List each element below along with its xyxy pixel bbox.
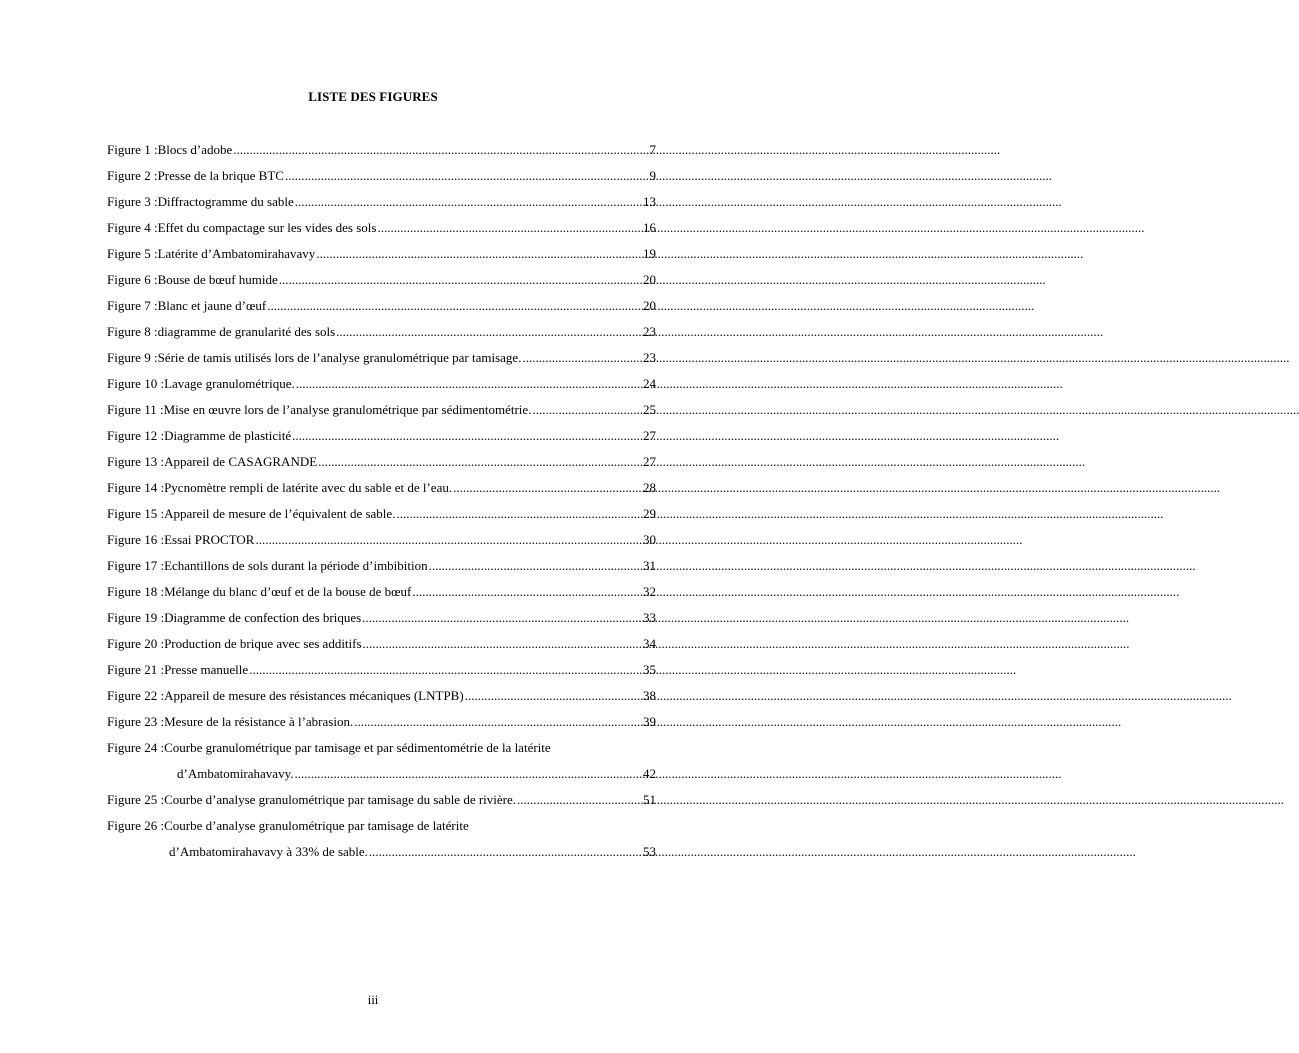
list-item[interactable] <box>107 635 656 652</box>
figure-title: Blanc et jaune d’œuf <box>157 298 267 313</box>
figure-page: 33 <box>643 610 656 625</box>
figure-title: Diffractogramme du sable <box>157 194 294 209</box>
figure-title: diagramme de granularité des sols <box>157 324 336 339</box>
figure-title: Diagramme de plasticité <box>164 428 292 443</box>
figure-page: 13 <box>643 194 656 209</box>
list-item[interactable] <box>107 349 656 366</box>
figure-title: Presse de la brique BTC <box>157 168 284 183</box>
figure-label: Figure 2 : <box>107 168 158 183</box>
figure-label: Figure 19 : <box>107 610 165 625</box>
page-title: LISTE DES FIGURES <box>308 89 438 104</box>
figure-label: Figure 25 : <box>107 792 165 807</box>
figure-title: Presse manuelle <box>164 662 249 677</box>
figure-title: Série de tamis utilisés lors de l’analyse granulométrique par tamisage. <box>157 350 522 365</box>
figure-title: Blocs d’adobe <box>157 142 233 157</box>
figure-title: Appareil de mesure des résistances mécaniques (LNTPB) <box>164 688 464 703</box>
figure-list <box>107 141 656 869</box>
list-item[interactable] <box>107 583 656 600</box>
figure-label: Figure 17 : <box>107 558 165 573</box>
figure-title: Latérite d’Ambatomirahavavy <box>157 246 316 261</box>
figure-page: 27 <box>643 454 656 469</box>
figure-page: 31 <box>643 558 656 573</box>
figure-page: 53 <box>643 844 656 859</box>
figure-title-continued: d’Ambatomirahavavy. <box>177 766 294 781</box>
figure-label: Figure 15 : <box>107 506 165 521</box>
list-item[interactable] <box>107 505 656 522</box>
list-item[interactable] <box>107 661 656 678</box>
figure-page: 19 <box>643 246 656 261</box>
list-item[interactable] <box>107 453 656 470</box>
figure-title: Courbe granulométrique par tamisage et par sédimentométrie de la latérite <box>164 740 551 755</box>
figure-label: Figure 16 : <box>107 532 165 547</box>
figure-page: 20 <box>643 298 656 313</box>
list-item[interactable] <box>107 297 656 314</box>
figure-page: 39 <box>643 714 656 729</box>
figure-label: Figure 10 : <box>107 376 165 391</box>
list-item[interactable] <box>107 817 656 860</box>
figure-label: Figure 21 : <box>107 662 165 677</box>
list-item[interactable] <box>107 557 656 574</box>
figure-page: 24 <box>643 376 656 391</box>
list-item[interactable] <box>107 739 656 782</box>
figure-label: Figure 6 : <box>107 272 158 287</box>
list-item[interactable] <box>107 713 656 730</box>
list-item[interactable] <box>107 401 656 418</box>
figure-title: Essai PROCTOR <box>164 532 255 547</box>
figure-page: 29 <box>643 506 656 521</box>
figure-title: Bouse de bœuf humide <box>157 272 278 287</box>
figure-page: 27 <box>643 428 656 443</box>
list-item[interactable] <box>107 193 656 210</box>
figure-title: Lavage granulométrique. <box>164 376 295 391</box>
figure-title: Diagramme de confection des briques <box>164 610 362 625</box>
list-item[interactable] <box>107 791 656 808</box>
figure-page: 35 <box>643 662 656 677</box>
list-item[interactable] <box>107 427 656 444</box>
figure-label: Figure 11 : <box>107 402 164 417</box>
figure-title-continued: d’Ambatomirahavavy à 33% de sable. <box>169 844 368 859</box>
figure-label: Figure 7 : <box>107 298 158 313</box>
list-item[interactable] <box>107 141 656 158</box>
figure-page: 16 <box>643 220 656 235</box>
figure-title: Courbe d’analyse granulométrique par tamisage du sable de rivière. <box>164 792 517 807</box>
list-item[interactable] <box>107 167 656 184</box>
figure-page: 28 <box>643 480 656 495</box>
list-item[interactable] <box>107 531 656 548</box>
figure-label: Figure 13 : <box>107 454 165 469</box>
figure-label: Figure 24 : <box>107 740 165 755</box>
list-item[interactable] <box>107 245 656 262</box>
figure-title: Mélange du blanc d’œuf et de la bouse de bœuf <box>164 584 412 599</box>
figure-label: Figure 12 : <box>107 428 165 443</box>
figure-label: Figure 9 : <box>107 350 158 365</box>
figure-title: Echantillons de sols durant la période d’imbibition <box>164 558 428 573</box>
figure-page: 30 <box>643 532 656 547</box>
figure-page: 20 <box>643 272 656 287</box>
figure-title: Effet du compactage sur les vides des sols <box>157 220 377 235</box>
figure-label: Figure 5 : <box>107 246 158 261</box>
figure-page: 51 <box>643 792 656 807</box>
figure-label: Figure 26 : <box>107 818 165 833</box>
page-number: iii <box>367 992 379 1007</box>
figure-title: Mise en œuvre lors de l’analyse granulométrique par sédimentométrie. <box>163 402 532 417</box>
figure-label: Figure 22 : <box>107 688 165 703</box>
figure-page: 42 <box>643 766 656 781</box>
figure-label: Figure 20 : <box>107 636 165 651</box>
list-item[interactable] <box>107 323 656 340</box>
figure-label: Figure 4 : <box>107 220 158 235</box>
figure-label: Figure 1 : <box>107 142 158 157</box>
figure-page: 38 <box>643 688 656 703</box>
figure-title: Mesure de la résistance à l’abrasion. <box>164 714 354 729</box>
figure-title: Production de brique avec ses additifs <box>164 636 362 651</box>
figure-label: Figure 23 : <box>107 714 165 729</box>
figure-label: Figure 14 : <box>107 480 165 495</box>
list-item[interactable] <box>107 271 656 288</box>
figure-page: 25 <box>643 402 656 417</box>
figure-page: 23 <box>643 350 656 365</box>
list-item[interactable] <box>107 609 656 626</box>
figure-page: 23 <box>643 324 656 339</box>
figure-label: Figure 8 : <box>107 324 158 339</box>
figure-title: Courbe d’analyse granulométrique par tamisage de latérite <box>164 818 469 833</box>
figure-page: 7 <box>649 142 656 157</box>
figure-label: Figure 18 : <box>107 584 165 599</box>
list-item[interactable] <box>107 479 656 496</box>
list-item[interactable] <box>107 375 656 392</box>
figure-page: 32 <box>643 584 656 599</box>
list-item[interactable] <box>107 219 656 236</box>
list-item[interactable] <box>107 687 656 704</box>
figure-page: 34 <box>643 636 656 651</box>
figure-title: Appareil de CASAGRANDE <box>164 454 318 469</box>
figure-page: 9 <box>649 168 656 183</box>
figure-label: Figure 3 : <box>107 194 158 209</box>
figure-title: Pycnomètre rempli de latérite avec du sable et de l’eau. <box>164 480 453 495</box>
figure-title: Appareil de mesure de l’équivalent de sable. <box>164 506 396 521</box>
